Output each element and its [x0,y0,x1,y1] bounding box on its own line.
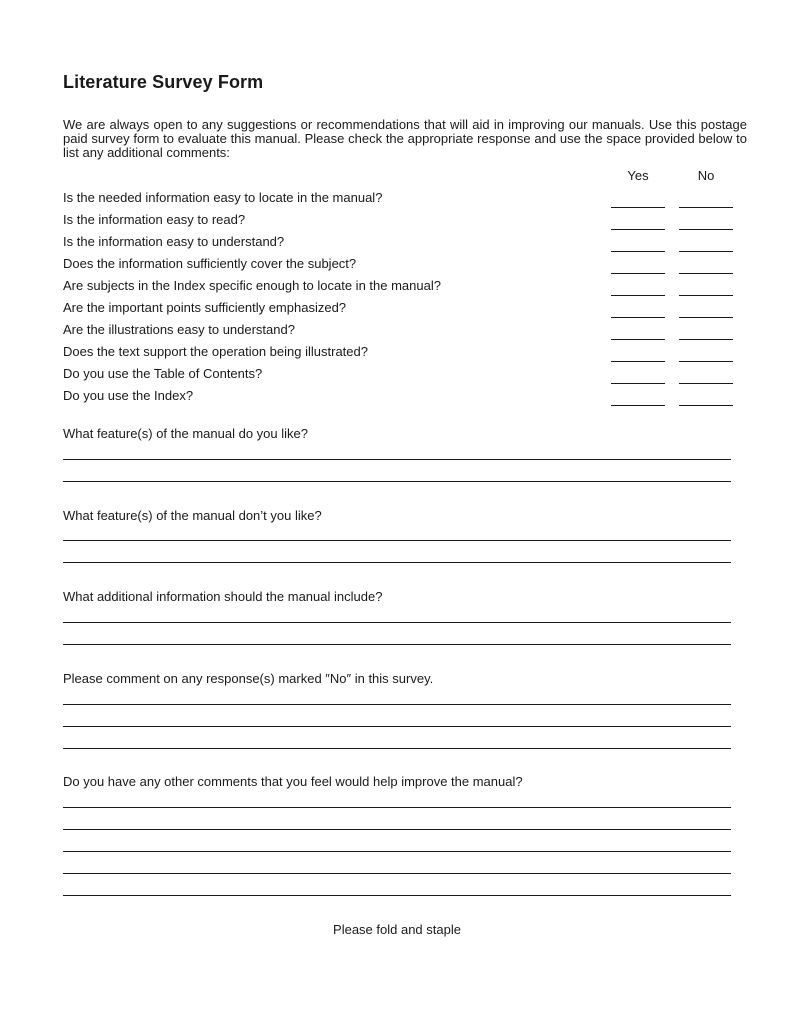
answer-yes-10[interactable] [611,405,665,406]
answer-yes-6[interactable] [611,317,665,318]
fold-instruction: Please fold and staple [333,922,461,937]
answer-no-8[interactable] [679,361,733,362]
form-title: Literature Survey Form [63,72,264,92]
answer-line-other-4[interactable] [63,873,731,874]
answer-line-no-responses-2[interactable] [63,726,731,727]
answer-yes-3[interactable] [611,251,665,252]
question-8: Does the text support the operation being illustrated? [63,344,368,359]
question-4: Does the information sufficiently cover the subject? [63,256,357,271]
question-9: Do you use the Table of Contents? [63,366,263,381]
answer-yes-8[interactable] [611,361,665,362]
question-3: Is the information easy to understand? [63,234,285,249]
answer-line-additional-2[interactable] [63,644,731,645]
open-question-likes: What feature(s) of the manual do you like? [63,426,308,441]
yes-column-header: Yes [627,168,649,183]
answer-no-5[interactable] [679,295,733,296]
question-6: Are the important points sufficiently emphasized? [63,300,347,315]
answer-line-other-2[interactable] [63,829,731,830]
intro-text: We are always open to any suggestions or recommendations that will aid in improving our manuals. Use this postage paid survey form to evaluate this manual. Please check the appropriate response and use the space provided below to list any additional comments: [63,117,747,160]
answer-no-3[interactable] [679,251,733,252]
answer-line-no-responses-3[interactable] [63,748,731,749]
open-question-no-responses: Please comment on any response(s) marked ″No″ in this survey. [63,671,434,686]
answer-no-7[interactable] [679,339,733,340]
question-7: Are the illustrations easy to understand? [63,322,295,337]
question-5: Are subjects in the Index specific enough to locate in the manual? [63,278,441,293]
answer-line-other-1[interactable] [63,807,731,808]
answer-line-likes-2[interactable] [63,481,731,482]
open-question-other-comments: Do you have any other comments that you feel would help improve the manual? [63,774,523,789]
question-1: Is the needed information easy to locate in the manual? [63,190,383,205]
answer-yes-9[interactable] [611,383,665,384]
answer-yes-1[interactable] [611,207,665,208]
answer-no-6[interactable] [679,317,733,318]
answer-yes-2[interactable] [611,229,665,230]
answer-line-no-responses-1[interactable] [63,704,731,705]
open-question-additional-info: What additional information should the manual include? [63,589,383,604]
answer-line-other-3[interactable] [63,851,731,852]
answer-yes-7[interactable] [611,339,665,340]
answer-line-dislikes-1[interactable] [63,540,731,541]
answer-no-1[interactable] [679,207,733,208]
answer-no-2[interactable] [679,229,733,230]
answer-line-dislikes-2[interactable] [63,562,731,563]
answer-line-likes-1[interactable] [63,459,731,460]
answer-no-9[interactable] [679,383,733,384]
answer-no-10[interactable] [679,405,733,406]
answer-yes-4[interactable] [611,273,665,274]
open-question-dislikes: What feature(s) of the manual don’t you like? [63,508,322,523]
no-column-header: No [697,168,715,183]
question-10: Do you use the Index? [63,388,194,403]
answer-line-other-5[interactable] [63,895,731,896]
question-2: Is the information easy to read? [63,212,246,227]
answer-no-4[interactable] [679,273,733,274]
answer-yes-5[interactable] [611,295,665,296]
answer-line-additional-1[interactable] [63,622,731,623]
